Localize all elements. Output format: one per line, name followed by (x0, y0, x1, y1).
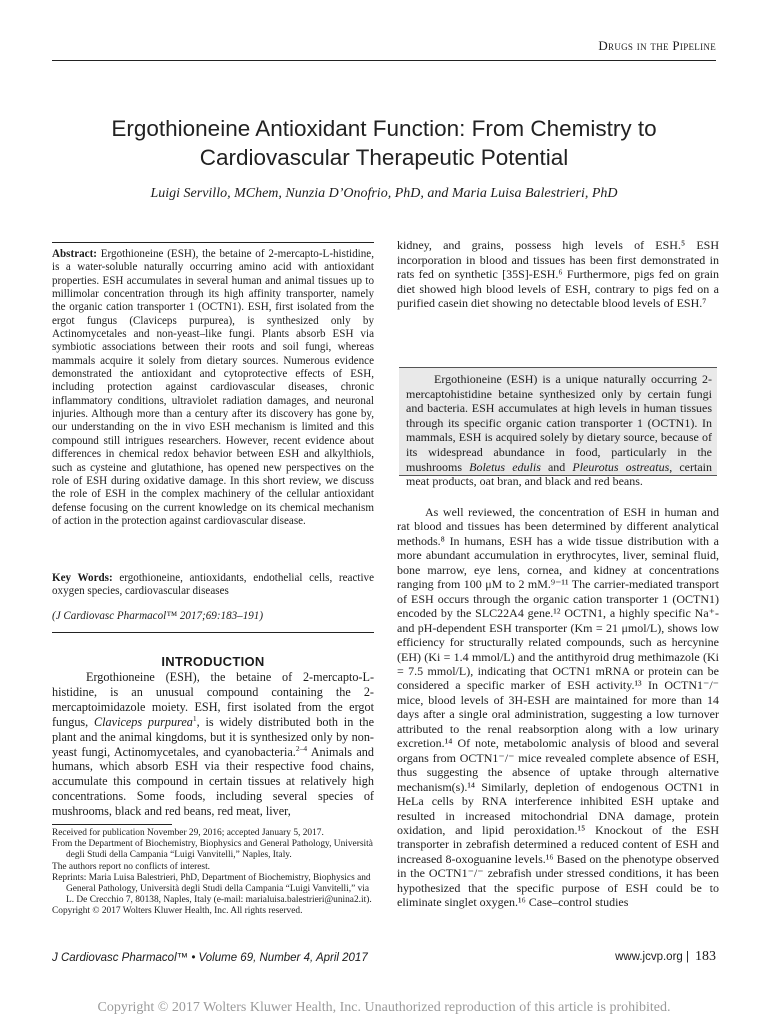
article-title (40, 114, 728, 172)
journal-website-link[interactable]: www.jcvp.org (615, 951, 683, 963)
footnote-rule (52, 824, 172, 825)
abstract-text: Ergothioneine (ESH), the betaine of 2-mercapto-L-histidine, is a water-soluble naturally occurring amino acid with antioxidant properties. ESH accumulates in several human and animal tissues up to millimolar concentration through its high affinity transporter, namely the organic cation transporter 1 (OCTN1). ESH, first isolated from the ergot fungus (Claviceps purpurea), is synthesized only by Actinomycetales and non-yeast–like fungi. Plants absorb ESH via symbiotic associations between their roots and soil fungi, whereas mammals acquire it solely from dietary sources. Numerous evidence demonstrated the antioxidant and cytoprotective effects of ESH, including protection against cardiovascular diseases, chronic inflammatory conditions, ultraviolet radiation damages, and neuronal injuries. Although more than a century after its discovery has gone by, our understanding on the in vivo ESH mechanism is limited and this compound still intrigues researchers. However, recent evidence about differences in chemical redox behavior between ESH and alkylthiols, such as cysteine and glutathione, has opened new perspectives on the role of ESH during oxidative damage. In this short review, we discuss the role of ESH in the complex machinery of the cellular antioxidant defense focusing on the current knowledge on its chemical mechanism of action in the protection against cardiovascular disease. (52, 248, 374, 527)
footnote-copyright: Copyright © 2017 Wolters Kluwer Health, Inc. All rights reserved. (52, 906, 303, 917)
right-body-text: As well reviewed, the concentration of ESH in human and rat blood and tissues has been determined by different analytical methods.⁸ In humans, ESH has a wide tissue distribution with a more abundant accumulation in erythrocytes, liver, seminal fluid, bone marrow, eye lens, cornea, and kidney at concentrations ranging from 100 μM to 2 mM.⁹⁻¹¹ The carrier-mediated transport of ESH occurs through the organic cation transporter 1 (OCTN1) encoded by the SLC22A4 gene.¹² OCTN1, a highly specific Na⁺- and pH-dependent ESH transporter (Km = 21 μmol/L), shows low efficiency for structurally related compounds, such as hercynine (EH) (Ki = 1.4 mmol/L) and the antithyroid drug methimazole (Ki = 7.5 mmol/L), indicating that OCTN1 mRNA or protein can be considered a specific marker of ESH activity.¹³ In OCTN1⁻/⁻ mice, blood levels of 3H-ESH are maintained for more than 14 days after a single oral administration, suggesting a low turnover attributed to the renal reabsorption along with a low urinary excretion.¹⁴ Of note, metabolomic analysis of blood and several organs from OCTN1⁻/⁻ mice revealed complete absence of ESH, thus suggesting the absence of uptake through alternative mechanism(s).¹⁴ Similarly, depletion of endogenous OCTN1 in HeLa cells by RNA interference inhibited ESH uptake and resulted in increased mitochondrial DNA damage, protein oxidation, and lipid peroxidation.¹⁵ Knockout of the ESH transporter in zebrafish determined a reduced content of ESH and increased 8-oxoguanine levels.¹⁶ Based on the phenotype observed in the OCTN1⁻/⁻ zebrafish under stressed conditions, it has been hypothesized that the specific purpose of ESH could be to eliminate singlet oxygen.¹⁶ Case–control studies (397, 505, 719, 910)
abstract (52, 248, 374, 528)
right-top-text: kidney, and grains, possess high levels of ESH.⁵ ESH incorporation in blood and tissues has been first demonstrated in rats fed on synthetic [35S]-ESH.⁶ Furthermore, pigs fed on grain diet showed high blood levels of ESH, contrary to pigs fed on a purified casein diet showing no detectable blood levels of ESH.⁷ (397, 238, 719, 310)
footnote-received: Received for publication November 29, 2016; accepted January 5, 2017. (52, 828, 324, 838)
keywords-text: ergothioneine, antioxidants, endothelial cells, reactive oxygen species, cardiovascular diseases (52, 572, 374, 598)
right-column-top (397, 238, 719, 311)
title-line-2: Cardiovascular Therapeutic Potential (199, 145, 569, 170)
callout-italic-2: Pleurotus ostreatus (572, 459, 670, 474)
journal-citation: (J Cardiovasc Pharmacol™ 2017;69:183–191) (52, 610, 264, 622)
footnote-affiliation: From the Department of Biochemistry, Biophysics and General Pathology, Università degli Studi della Campania “Luigi Vanvitelli,” Naples, Italy. (52, 839, 373, 861)
callout-text-c: , certain meat products, oat bran, and black and red beans. (406, 459, 712, 489)
callout-text-b: and (540, 459, 573, 474)
header-rule (52, 60, 716, 61)
copyright-banner: Copyright © 2017 Wolters Kluwer Health, Inc. Unauthorized reproduction of this article is prohibited. (97, 1000, 671, 1015)
page-number: 183 (695, 949, 716, 964)
intro-text-c: Animals and humans, which absorb ESH via their respective food chains, accumulate this compound in certain tissues at relatively high concentrations. Some foods, including several species of mushrooms, black and red beans, red meat, liver, (52, 744, 374, 819)
footer-right: www.jcvp.org | 183 (615, 949, 716, 964)
right-column-body (397, 505, 719, 910)
footnote-reprints: Reprints: Maria Luisa Balestrieri, PhD, Department of Biochemistry, Biophysics and General Pathology, Università degli Studi della Campania “Luigi Vanvitelli,” via L. De Crecchio 7, 80138, Naples, Italy (e-mail: marialuisa.balestrieri@unina2.it). (52, 872, 372, 906)
author-list: Luigi Servillo, MChem, Nunzia D’Onofrio, PhD, and Maria Luisa Balestrieri, PhD (150, 186, 618, 201)
introduction-body: Ergothioneine (ESH), the betaine of 2-mercapto-L-histidine, is an unusual compound containing the 2-mercaptoimidazole moiety. ESH, first isolated from the ergot fungus, Claviceps purpurea$^1$, is widely distributed both in the plant and the animal kingdoms, but it is synthesized only by non-yeast fungi, Actinomycetales, and cyanobacteria.$^{2-4}$ Animals and humans, which absorb ESH via their respective food chains, accumulate this compound in certain tissues at relatively high concentrations. Some foods, including several species of mushrooms, black and red beans, red meat, liver, (52, 670, 374, 819)
section-header: Drugs in the Pipeline (598, 38, 716, 53)
introduction-heading: INTRODUCTION (161, 654, 265, 669)
intro-italic: Claviceps purpurea (94, 714, 193, 729)
callout-italic-1: Boletus edulis (469, 459, 541, 474)
footnote-conflicts: The authors report no conflicts of interest. (52, 861, 211, 872)
footnotes (52, 828, 374, 918)
abstract-label: Abstract: (52, 248, 97, 260)
intro-text-b: , is widely distributed both in the plant and the animal kingdoms, but it is synthesized only by non-yeast fungi, Actinomycetales, and cyanobacteria. (52, 714, 374, 759)
keywords-label: Key Words: (52, 572, 113, 584)
callout-text-a: Ergothioneine (ESH) is a unique naturally occurring 2-mercaptohistidine betaine synthesized only by certain fungi and bacteria. ESH accumulates at high levels in human tissues through its specific organic cation transporter 1 (OCTN1). In mammals, ESH is acquired solely by dietary source, because of its widespread abundance in food, particularly in the mushrooms (406, 372, 712, 474)
key-points-text (406, 372, 712, 489)
footer-journal: J Cardiovasc Pharmacol™ • Volume 69, Number 4, April 2017 (52, 952, 368, 964)
title-line-1: Ergothioneine Antioxidant Function: From Chemistry to (111, 116, 657, 141)
keywords (52, 572, 374, 599)
intro-text-a: Ergothioneine (ESH), the betaine of 2-mercapto-L-histidine, is an unusual compound containing the 2-mercaptoimidazole moiety. ESH, first isolated from the ergot fungus, (52, 670, 374, 729)
abstract-top-rule (52, 242, 374, 243)
abstract-bottom-rule (52, 632, 374, 633)
